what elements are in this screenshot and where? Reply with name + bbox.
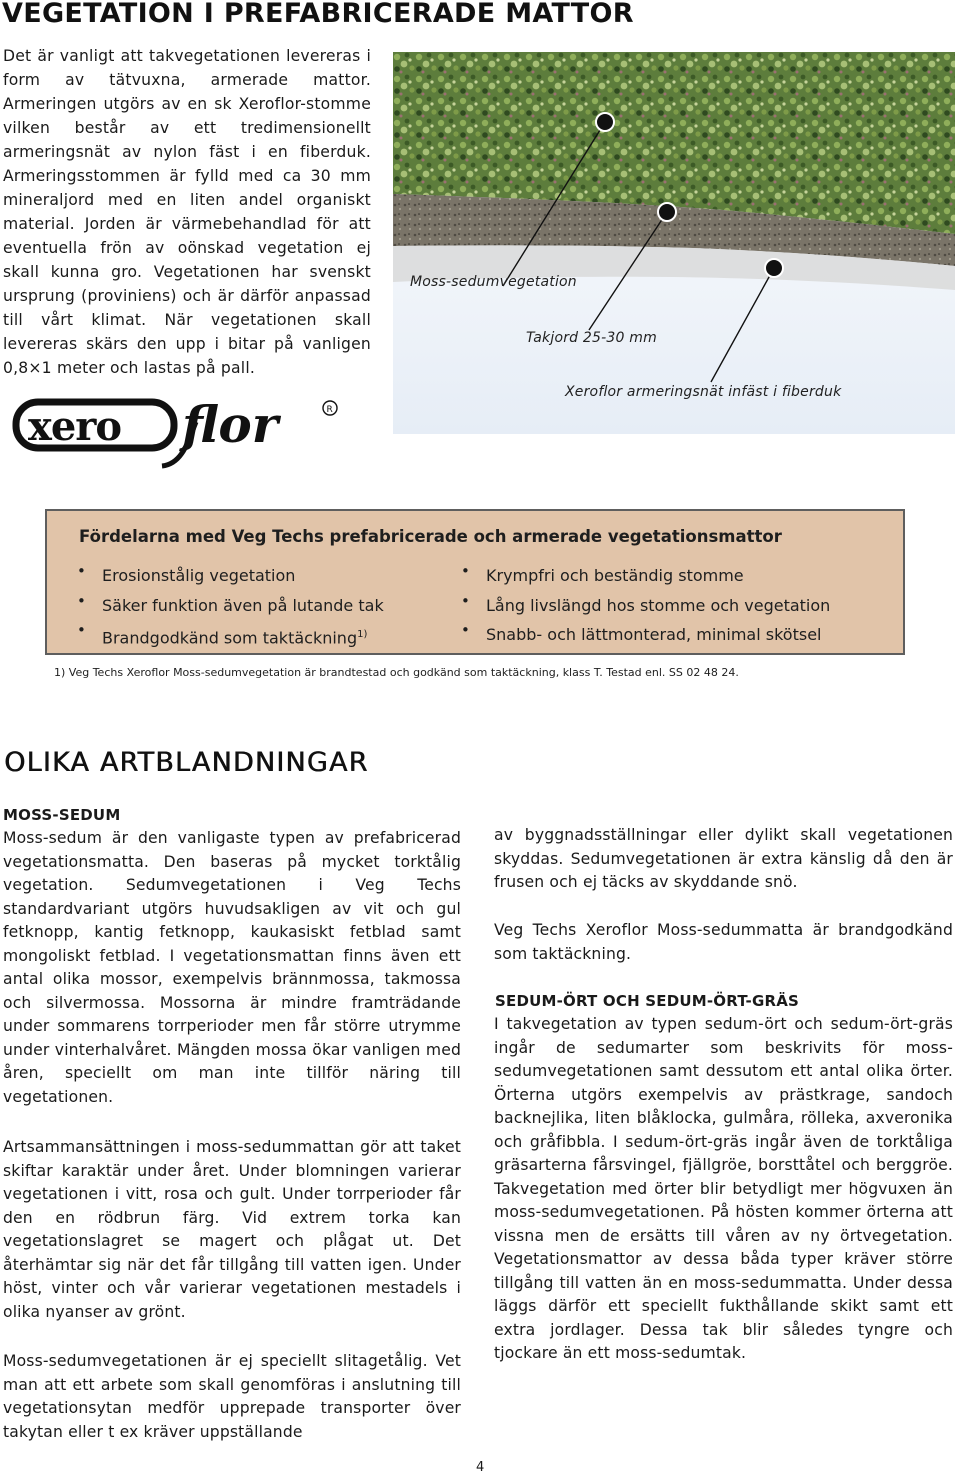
bullet-icon: • (77, 621, 86, 639)
right-paragraph-2: Veg Techs Xeroflor Moss-sedummatta är brandgodkänd som taktäckning. (494, 921, 953, 963)
label-takjord: Takjord 25-30 mm (526, 330, 657, 346)
benefits-box (45, 509, 905, 655)
bullet-icon: • (461, 591, 470, 610)
benefits-title: Fördelarna med Veg Techs prefabricerade och armerade vegetationsmattor (79, 527, 782, 546)
moss-sedum-heading: MOSS-SEDUM (3, 806, 121, 824)
footnote-ref: 1) (357, 629, 368, 640)
logo-word-flor: flor (182, 395, 279, 454)
list-item: • Säker funktion även på lutande tak (77, 591, 384, 621)
section-title: OLIKA ARTBLANDNINGAR (4, 747, 369, 778)
footnote: 1) Veg Techs Xeroflor Moss-sedumvegetation är brandtestad och godkänd som taktäckning, klass T. Testad enl. SS 02 48 24. (54, 666, 739, 679)
bullet-icon: • (77, 591, 86, 610)
list-item: • Lång livslängd hos stomme och vegetation (461, 591, 830, 621)
bullet-icon: • (461, 562, 470, 580)
logo-word-xero: xero (28, 403, 122, 450)
benefits-left-list (77, 561, 384, 653)
vegetation-mat-photo (393, 52, 955, 434)
right-paragraph-1: av byggnadsställningar eller dylikt skall vegetationen skyddas. Sedumvegetationen är extra känslig då den är frusen och ej täcks av skyddande snö. (494, 826, 953, 891)
label-xeroflor-net: Xeroflor armeringsnät infäst i fiberduk (565, 384, 842, 400)
moss-sedum-paragraph-3: Moss-sedumvegetationen är ej speciellt slitagetålig. Vet man att ett arbete som skall genomföras i anslutning till vegetationsytan medför upprepade transporter över takytan eller t ex kräver uppställande (3, 1352, 461, 1441)
list-item: • Krympfri och beständig stomme (461, 561, 830, 591)
moss-sedum-paragraph-1: Moss-sedum är den vanligaste typen av prefabricerad vegetationsmatta. Den baseras på mycket torktålig vegetation. Sedumvegetationen i Veg Techs standardvariant utgörs huvudsakligen av vit och gul fetknopp, kantig fetknopp, kaukasiskt fetblad samt mongoliskt fetblad. I vegetationsmattan finns även ett antal olika mossor, exempelvis brännmossa, takmossa och silvermossa. Mossorna är mindre framträdande under sommarens torrperioder men får större utrymme under vinterhalvåret. Mängden mossa ökar vanligen med åren, speciellt om man inte tillför näring till vegetationen. (3, 829, 461, 1106)
bullet-icon: • (461, 621, 470, 639)
list-item: • Snabb- och lättmonterad, minimal skötsel (461, 620, 830, 650)
list-item: • Erosionstålig vegetation (77, 561, 384, 591)
page-title: VEGETATION I PREFABRICERADE MATTOR (2, 0, 634, 29)
xeroflor-logo (12, 392, 342, 470)
page-number: 4 (476, 1460, 485, 1475)
intro-paragraph: Det är vanligt att takvegetationen levereras i form av tätvuxna, armerade mattor. Armeringen utgörs av en sk Xeroflor-stomme vilken består av ett tredimensionellt armeringsnät av nylon fäst i en fiberduk. Armeringsstommen är fylld med ca 30 mm mineraljord med en liten andel organiskt material. Jorden är värmebehandlad för att eventuella frön av oönskad vegetation ej skall kunna gro. Vegetationen har svenskt ursprung (proviniens) och är därför anpassad till vårt klimat. När vegetationen skall levereras skärs den upp i bitar på vanligen 0,8×1 meter och lastas på pall. (3, 47, 371, 377)
sedum-ort-heading: SEDUM-ÖRT OCH SEDUM-ÖRT-GRÄS (495, 992, 800, 1010)
bullet-icon: • (77, 562, 86, 580)
registered-mark: R (326, 405, 333, 415)
sedum-ort-paragraph: I takvegetation av typen sedum-ört och sedum-ört-gräs ingår de sedumarter som beskrivits för moss-sedumvegetationen samt dessutom ett antal olika örter. Örterna utgörs exempelvis av prästkrage, sandoch backnejlika, liten blåklocka, gulmåra, rölleka, axveronika och gråfibbla. I sedum-ört-gräs ingår även de torktåliga gräsarterna fårsvingel, fjällgröe, borsttåtel och berggröe. Takvegetation med örter blir betydligt mer högvuxen än moss-sedumvegetationen. På hösten kommer örterna att vissna men de ersätts till våren av ny örtvegetation. Vegetationsmattor av dessa båda typer kräver större tillgång till vatten än en moss-sedummatta. Under dessa läggs därför ett speciellt fukthållande skikt samt ett extra jordlager. Dessa tak blir således tyngre och tjockare än ett moss-sedumtak. (494, 1015, 953, 1362)
moss-sedum-paragraph-2: Artsammansättningen i moss-sedummattan gör att taket skiftar karaktär under året. Under blomningen varierar vegetationen i vitt, rosa och gult. Under torrperioder får den en rödbrun färg. Vid extrem torka kan vegetationslagret se magert och plågat ut. Det återhämtar sig när det får tillgång till vatten igen. Under höst, vinter och vår varierar vegetationen mestadels i olika nyanser av grönt. (3, 1138, 461, 1321)
benefits-right-list (461, 561, 830, 650)
label-moss-sedum: Moss-sedumvegetation (410, 274, 577, 290)
list-item: • Brandgodkänd som taktäckning$^{1)}$ (77, 620, 384, 653)
